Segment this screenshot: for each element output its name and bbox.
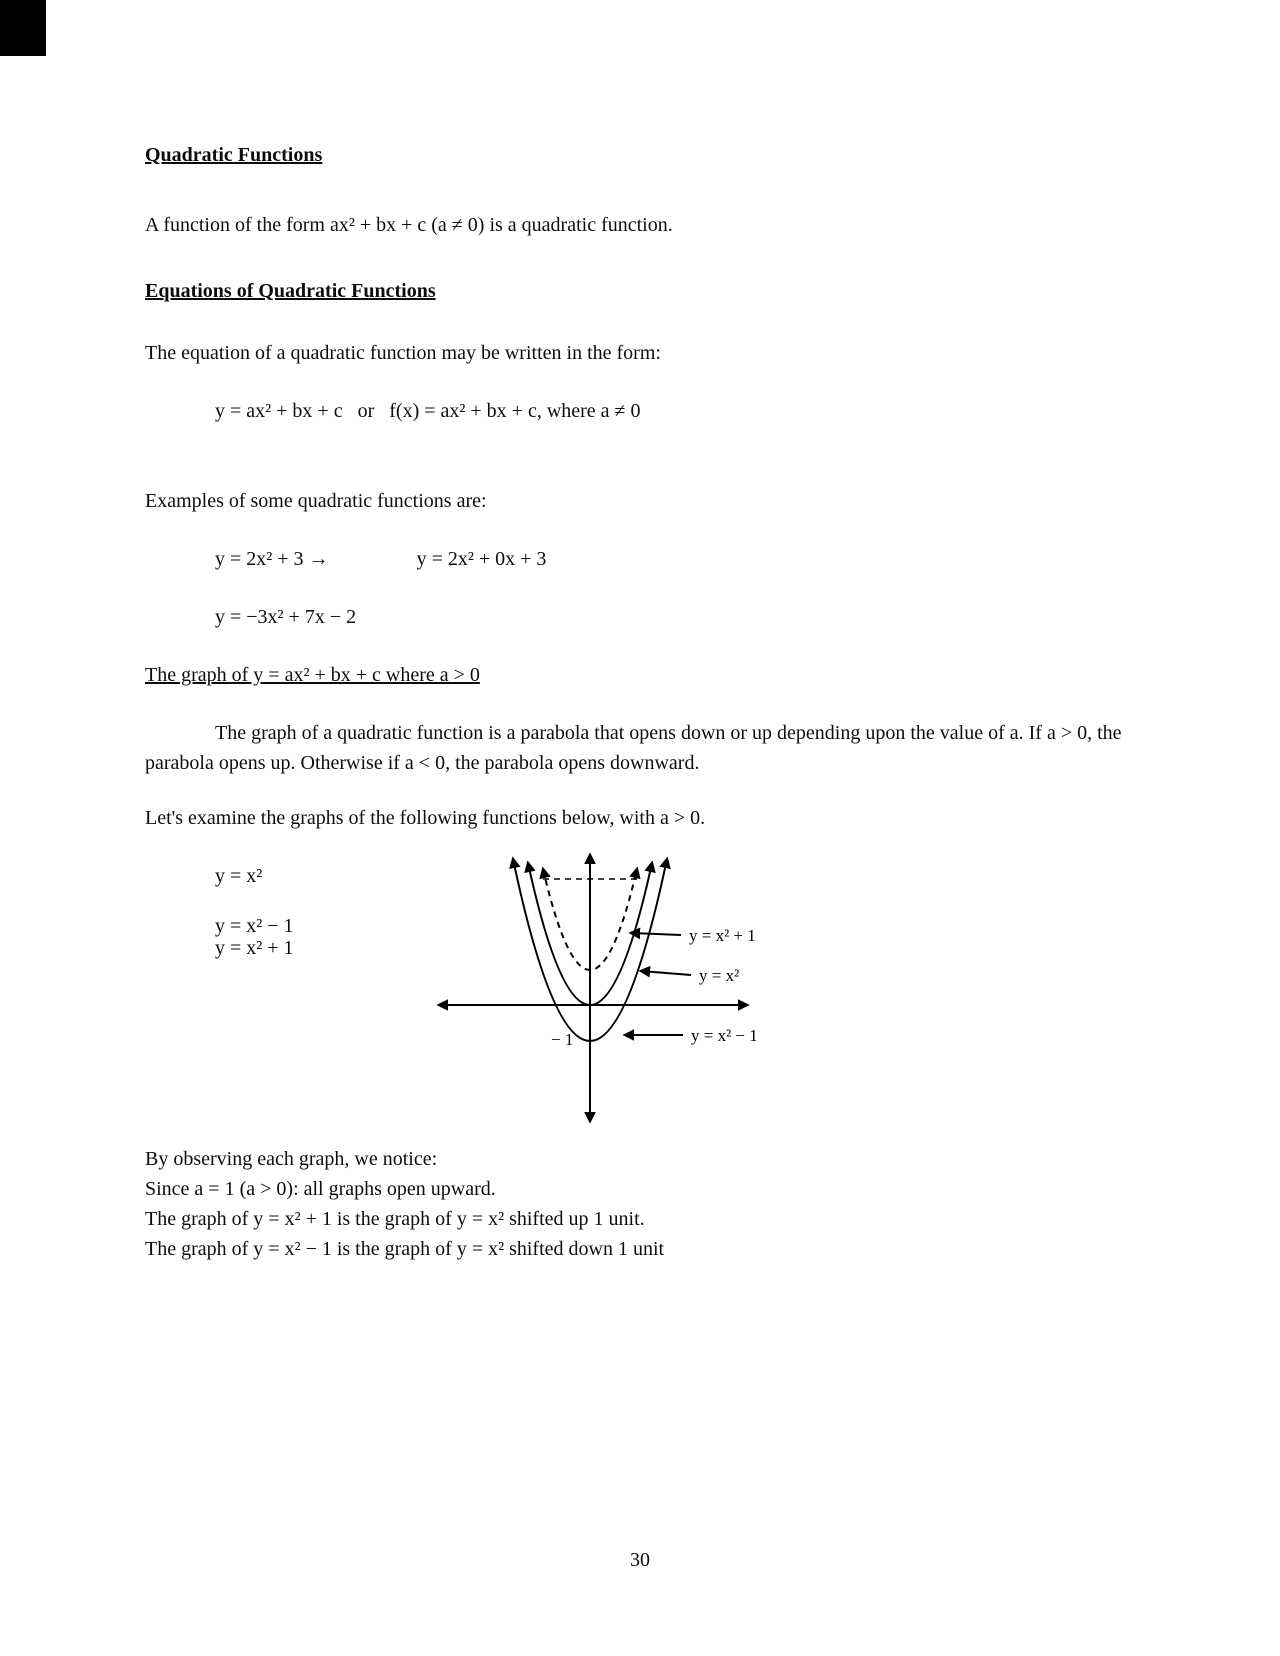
scan-corner-artifact — [0, 0, 46, 56]
example-equation-1a: y = 2x² + 3 → — [215, 548, 329, 570]
graph-label-intercept-minus-1: − 1 — [551, 1030, 574, 1049]
observation-line-1: By observing each graph, we notice: — [145, 1148, 438, 1170]
example-equation-2: y = −3x² + 7x − 2 — [215, 606, 357, 628]
page-content — [145, 140, 1137, 1264]
graph-label-x2-plus-1: y = x² + 1 — [689, 926, 756, 945]
observation-line-3: The graph of y = x² + 1 is the graph of y = x² shifted up 1 unit. — [145, 1208, 645, 1230]
observation-line-2: Since a = 1 (a > 0): all graphs open upward. — [145, 1178, 496, 1200]
graph-label-x2: y = x² — [699, 966, 740, 985]
heading-quadratic-functions: Quadratic Functions — [145, 144, 323, 166]
parabola-graph — [425, 845, 1065, 1130]
heading-equations-of-quadratic-functions: Equations of Quadratic Functions — [145, 280, 436, 302]
arrow-to-x2-plus-1 — [631, 933, 681, 935]
graph-function-list — [215, 845, 375, 960]
function-list-item-x2: y = x² — [215, 865, 263, 887]
graph-block — [145, 845, 1137, 1130]
paragraph-equation-intro: The equation of a quadratic function may be written in the form: — [145, 342, 661, 364]
example-row-1 — [215, 544, 1137, 574]
example-equation-1b: y = 2x² + 0x + 3 — [416, 548, 547, 570]
paragraph-definition: A function of the form ax² + bx + c (a ≠ 0) is a quadratic function. — [145, 214, 673, 236]
function-list-item-x2-plus-1: y = x² + 1 — [215, 937, 294, 960]
paragraph-lets-examine: Let's examine the graphs of the following functions below, with a > 0. — [145, 807, 706, 829]
arrow-to-x2 — [641, 971, 691, 975]
paragraph-examples-intro: Examples of some quadratic functions are: — [145, 490, 487, 512]
heading-graph-section: The graph of y = ax² + bx + c where a > 0 — [145, 664, 480, 686]
function-list-item-x2-minus-1: y = x² − 1 — [215, 915, 294, 937]
paragraph-parabola-description: The graph of a quadratic function is a parabola that opens down or up depending upon the value of a. If a > 0, the parabola opens up. Otherwise if a < 0, the parabola opens downward. — [145, 722, 1122, 774]
observations-block — [145, 1144, 1137, 1264]
page-number: 30 — [630, 1549, 650, 1571]
observation-line-4: The graph of y = x² − 1 is the graph of y = x² shifted down 1 unit — [145, 1238, 665, 1260]
general-form-formula: y = ax² + bx + c or f(x) = ax² + bx + c, where a ≠ 0 — [215, 400, 641, 422]
graph-label-x2-minus-1: y = x² − 1 — [691, 1026, 758, 1045]
